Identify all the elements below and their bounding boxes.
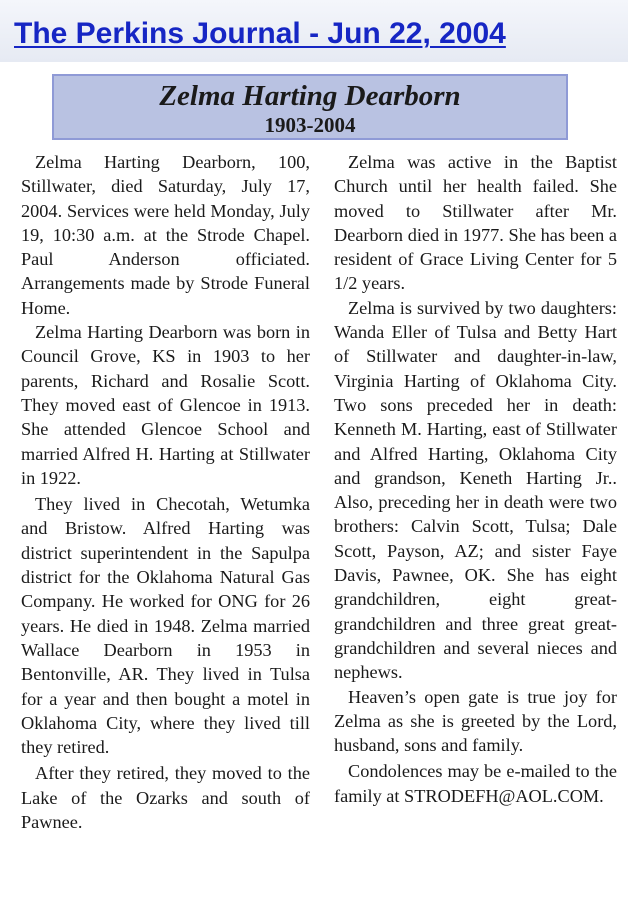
- masthead-bar: [0, 0, 628, 62]
- obituary-title-box: [52, 74, 568, 140]
- obituary-name: Zelma Harting Dearborn: [159, 80, 461, 112]
- right-column: [334, 150, 617, 808]
- left-paragraph-1: Zelma Harting Dearborn, 100, Stillwater, died Saturday, July 17, 2004. Services were held Monday, July 19, 10:30 a.m. at the Strode Chapel. Paul Anderson officiated. Arrangements made by Strode Funeral Home.: [21, 152, 310, 318]
- left-paragraph-3: They lived in Checotah, Wetumka and Bristow. Alfred Harting was district superintendent in the Sapulpa district for the Oklahoma Natural Gas Company. He worked for ONG for 26 years. He died in 1948. Zelma married Wallace Dearborn in 1953 in Bentonville, AR. They lived in Tulsa for a year and then bought a motel in Oklahoma City, where they lived till they retired.: [21, 494, 310, 758]
- obituary-years: 1903-2004: [264, 113, 356, 137]
- left-paragraph-2: Zelma Harting Dearborn was born in Council Grove, KS in 1903 to her parents, Richard and Rosalie Scott. They moved east of Glencoe in 1913. She attended Glencoe School and married Alfred H. Harting at Stillwater in 1922.: [21, 322, 310, 488]
- masthead-title: The Perkins Journal - Jun 22, 2004: [14, 17, 506, 50]
- left-paragraph-4: After they retired, they moved to the Lake of the Ozarks and south of Pawnee.: [21, 763, 310, 833]
- right-paragraph-3: Heaven’s open gate is true joy for Zelma as she is greeted by the Lord, husband, sons and family.: [334, 686, 617, 756]
- right-paragraph-2: Zelma is survived by two daughters: Wanda Eller of Tulsa and Betty Hart of Stillwater and daughter-in-law, Virginia Harting of Oklahoma City. Two sons preceded her in death: Kenneth M. Harting, east of Stillwater and Alfred Harting, Oklahoma City and grandson, Keneth Harting Jr.. Also, preceding her in death were two brothers: Calvin Scott, Tulsa; Dale Scott, Payson, AZ; and sister Faye Davis, Pawnee, OK. She has eight grandchildren, eight great-grandchildren and three great great-grandchildren and several nieces and nephews.: [334, 297, 617, 683]
- right-paragraph-4: Condolences may be e-mailed to the family at STRODEFH@AOL.COM.: [334, 761, 617, 806]
- right-paragraph-1: Zelma was active in the Baptist Church until her health failed. She moved to Stillwater after Mr. Dearborn died in 1977. She has been a resident of Grace Living Center for 5 1/2 years.: [334, 152, 617, 294]
- left-column: [21, 150, 310, 834]
